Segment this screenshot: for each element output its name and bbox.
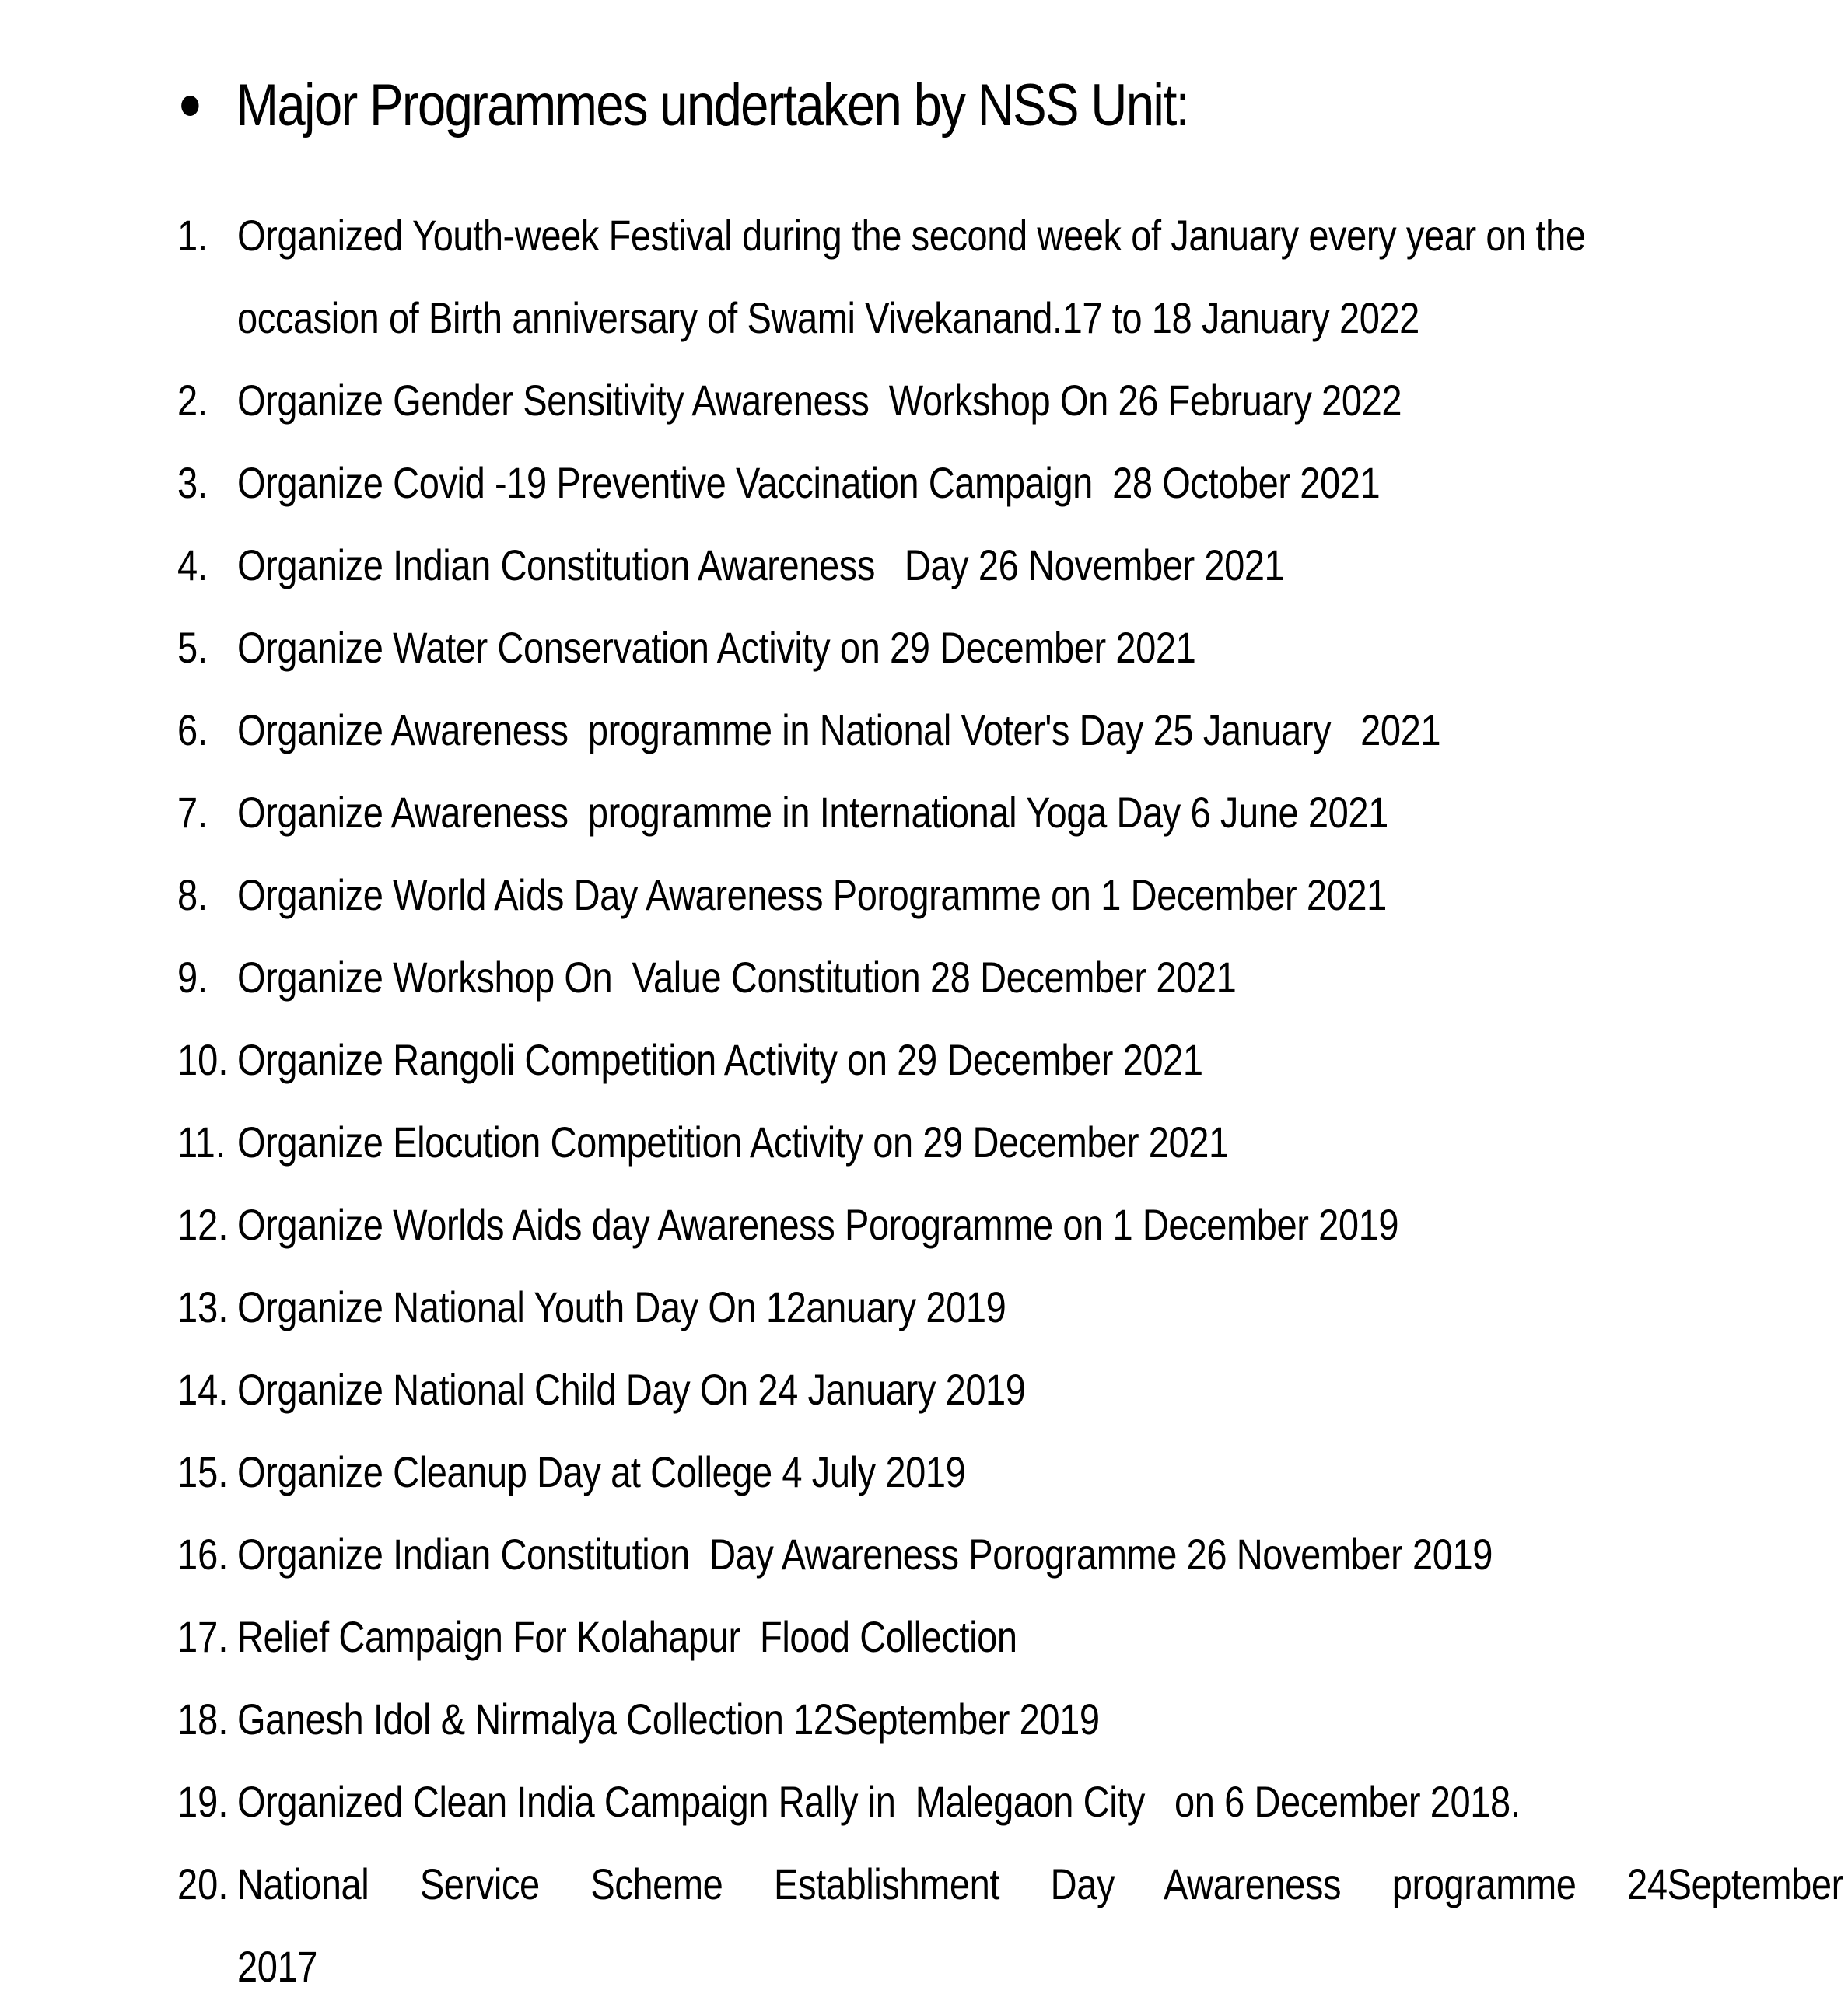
list-item	[177, 1184, 1780, 1266]
list-item-number: 5.	[177, 623, 208, 672]
list-item-text: Organize Indian Constitution Awareness Day 26 November 2021	[237, 540, 1285, 589]
list-item	[177, 442, 1780, 524]
list-item-number: 13.	[177, 1282, 229, 1331]
list-item-text: Organized Clean India Campaign Rally in Malegaon City on 6 December 2018.	[237, 1777, 1521, 1826]
list-item-text: Relief Campaign For Kolahapur Flood Collection	[237, 1612, 1017, 1661]
list-item	[177, 359, 1780, 442]
list-item-text: Organize Water Conservation Activity on 29 December 2021	[237, 623, 1196, 672]
list-item-text: Organize Covid -19 Preventive Vaccination Campaign 28 October 2021	[237, 458, 1381, 507]
list-item	[177, 1513, 1780, 1596]
list-item	[177, 1761, 1780, 1843]
list-item-text: National Service Scheme Establishment Day Awareness programme 24September	[237, 1859, 1843, 1908]
list-item	[177, 1596, 1780, 1678]
list-item-text: Organize Gender Sensitivity Awareness Workshop On 26 February 2022	[237, 376, 1402, 425]
list-item	[177, 1678, 1780, 1761]
list-item-number: 19.	[177, 1777, 229, 1826]
list-item	[177, 689, 1780, 771]
list-item-number: 3.	[177, 458, 208, 507]
list-item-number: 6.	[177, 705, 208, 754]
list-item	[177, 854, 1780, 936]
list-item	[177, 1843, 1843, 2008]
list-item-number: 14.	[177, 1365, 229, 1414]
list-item-text: Organize Indian Constitution Day Awareness Porogramme 26 November 2019	[237, 1530, 1493, 1579]
heading-text: Major Programmes undertaken by NSS Unit:	[236, 72, 1189, 138]
list-item	[177, 936, 1780, 1019]
list-item	[177, 194, 1780, 359]
list-item-text: Organize National Youth Day On 12anuary 2019	[237, 1282, 1006, 1331]
list-item-text: Organize Awareness programme in National Voter's Day 25 January 2021	[237, 705, 1441, 754]
list-item-number: 4.	[177, 540, 208, 589]
list-item-text: Ganesh Idol & Nirmalya Collection 12September 2019	[237, 1695, 1100, 1744]
programme-list	[177, 194, 1843, 2008]
list-item-text: Organize Workshop On Value Constitution 28 December 2021	[237, 953, 1237, 1002]
list-item-text: Organize National Child Day On 24 January 2019	[237, 1365, 1026, 1414]
list-item	[177, 1349, 1780, 1431]
list-item-number: 17.	[177, 1612, 229, 1661]
list-item	[177, 1266, 1780, 1349]
list-item	[177, 1431, 1780, 1513]
list-item-text: Organized Youth-week Festival during the second week of January every year on the	[237, 211, 1586, 260]
list-item-number: 11.	[177, 1118, 226, 1167]
list-item-text: Organize Elocution Competition Activity on 29 December 2021	[237, 1118, 1229, 1167]
list-item-number: 20.	[177, 1859, 229, 1908]
list-item-number: 2.	[177, 376, 208, 425]
list-item	[177, 1101, 1780, 1184]
list-item-number: 8.	[177, 870, 208, 919]
list-item	[177, 524, 1780, 607]
list-item-number: 9.	[177, 953, 208, 1002]
list-item-text: Organize Worlds Aids day Awareness Porogramme on 1 December 2019	[237, 1200, 1399, 1249]
list-item	[177, 1019, 1780, 1101]
list-item-text: 2017	[237, 1942, 317, 1991]
list-item-text: Organize Rangoli Competition Activity on 29 December 2021	[237, 1035, 1203, 1084]
list-item-number: 15.	[177, 1447, 229, 1496]
list-item-number: 1.	[177, 211, 208, 260]
list-item	[177, 771, 1780, 854]
list-item-number: 12.	[177, 1200, 229, 1249]
list-item-text: Organize Cleanup Day at College 4 July 2019	[237, 1447, 966, 1496]
list-item-number: 18.	[177, 1695, 229, 1744]
list-item-number: 7.	[177, 788, 208, 837]
list-item-text: Organize World Aids Day Awareness Porogramme on 1 December 2021	[237, 870, 1387, 919]
section-heading	[177, 72, 1188, 139]
list-item	[177, 607, 1780, 689]
list-item-number: 10.	[177, 1035, 229, 1084]
bullet-icon	[181, 96, 198, 116]
list-item-number: 16.	[177, 1530, 229, 1579]
list-item-text: occasion of Birth anniversary of Swami Vivekanand.17 to 18 January 2022	[237, 293, 1419, 342]
list-item-text: Organize Awareness programme in International Yoga Day 6 June 2021	[237, 788, 1388, 837]
